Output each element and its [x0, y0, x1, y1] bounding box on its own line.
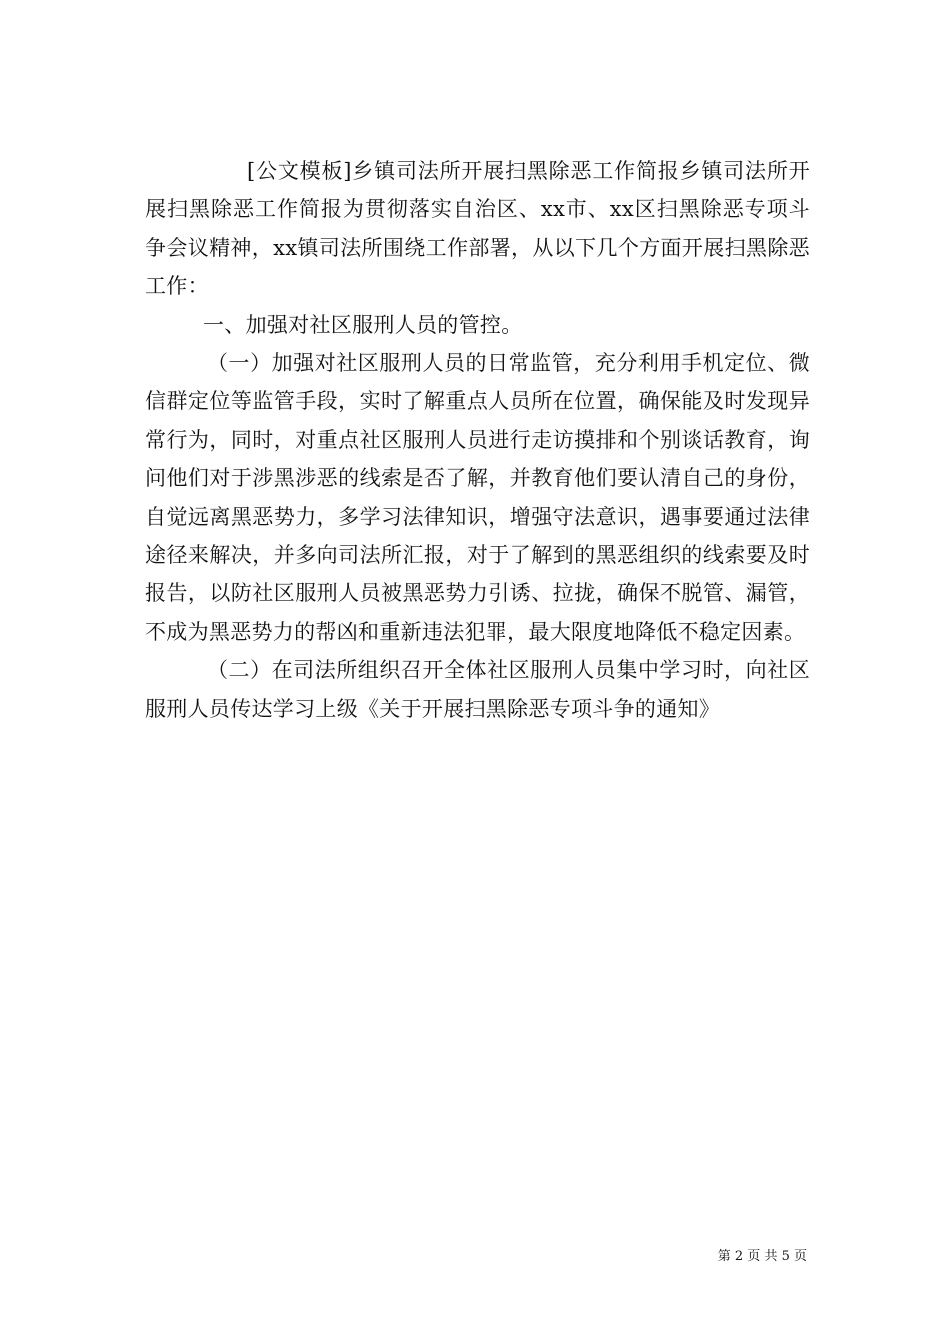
document-body: [145, 152, 810, 728]
intro-paragraph: [公文模板]乡镇司法所开展扫黑除恶工作简报乡镇司法所开展扫黑除恶工作简报为贯彻落实自治区、xx市、xx区扫黑除恶专项斗争会议精神，xx镇司法所围绕工作部署，从以下几个方面开展扫黑除恶工作：: [145, 159, 810, 299]
section-heading: 一、加强对社区服刑人员的管控。: [203, 312, 523, 337]
page-number-footer: 第 2 页 共 5 页: [717, 1249, 807, 1264]
subsection-paragraph-1: （一）加强对社区服刑人员的日常监管，充分利用手机定位、微信群定位等监管手段，实时了解重点人员所在位置，确保能及时发现异常行为，同时，对重点社区服刑人员进行走访摸排和个别谈话教育，询问他们对于涉黑涉恶的线索是否了解，并教育他们要认清自己的身份，自觉远离黑恶势力，多学习法律知识，增强守法意识，遇事要通过法律途径来解决，并多向司法所汇报，对于了解到的黑恶组织的线索要及时报告，以防社区服刑人员被黑恶势力引诱、拉拢，确保不脱管、漏管，不成为黑恶势力的帮凶和重新违法犯罪，最大限度地降低不稳定因素。: [145, 351, 810, 644]
subsection-paragraph-2: （二）在司法所组织召开全体社区服刑人员集中学习时，向社区服刑人员传达学习上级《关于开展扫黑除恶专项斗争的通知》: [145, 658, 810, 721]
